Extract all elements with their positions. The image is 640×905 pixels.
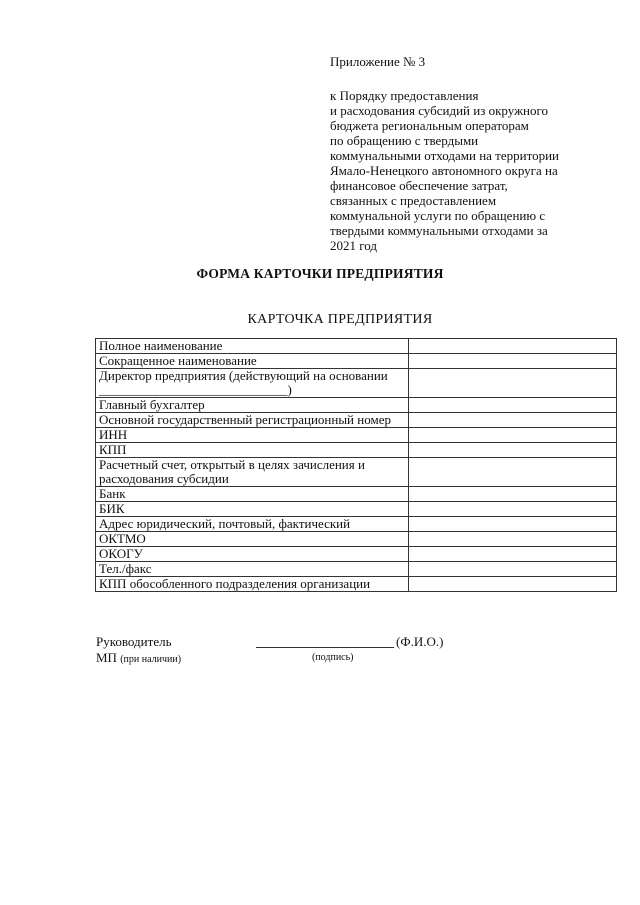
fio-label: (Ф.И.О.): [396, 634, 444, 649]
row-value-bank[interactable]: [409, 487, 617, 502]
stamp-row: [96, 650, 576, 666]
table-row: [96, 398, 617, 413]
table-row: [96, 458, 617, 487]
mp-label: МП: [96, 650, 117, 665]
table-row: [96, 517, 617, 532]
row-value-chief-accountant[interactable]: [409, 398, 617, 413]
row-value-oktmo[interactable]: [409, 532, 617, 547]
signature-block: [96, 634, 576, 666]
row-label-inn: ИНН: [96, 428, 409, 443]
table-row: [96, 443, 617, 458]
annex-line: бюджета региональным операторам: [330, 118, 529, 133]
table-row: [96, 413, 617, 428]
table-row: [96, 354, 617, 369]
annex-line: и расходования субсидий из окружного: [330, 103, 549, 118]
annex-line: Ямало-Ненецкого автономного округа на: [330, 163, 558, 178]
row-label-branch-kpp: КПП обособленного подразделения организации: [96, 577, 409, 592]
stamp-label: [96, 650, 181, 666]
row-value-short-name[interactable]: [409, 354, 617, 369]
company-card-table: [95, 338, 617, 592]
row-label-full-name: Полное наименование: [96, 339, 409, 354]
row-value-phone-fax[interactable]: [409, 562, 617, 577]
annex-line: коммунальной услуги по обращению с: [330, 208, 546, 223]
row-label-oktmo: ОКТМО: [96, 532, 409, 547]
table-row: [96, 487, 617, 502]
row-value-kpp[interactable]: [409, 443, 617, 458]
row-value-okogu[interactable]: [409, 547, 617, 562]
table-row: [96, 369, 617, 398]
row-value-branch-kpp[interactable]: [409, 577, 617, 592]
annex-line: 2021 год: [330, 238, 377, 253]
annex-line: связанных с предоставлением: [330, 193, 497, 208]
annex-line: к Порядку предоставления: [330, 88, 479, 103]
table-row: [96, 502, 617, 517]
table-row: [96, 562, 617, 577]
row-value-director[interactable]: [409, 369, 617, 398]
row-label-account: Расчетный счет, открытый в целях зачисления и расходования субсидии: [96, 458, 409, 487]
row-value-full-name[interactable]: [409, 339, 617, 354]
annex-number: Приложение № 3: [330, 54, 426, 69]
row-label-short-name: Сокращенное наименование: [96, 354, 409, 369]
table-row: [96, 428, 617, 443]
row-label-chief-accountant: Главный бухгалтер: [96, 398, 409, 413]
table-row: [96, 547, 617, 562]
form-title: ФОРМА КАРТОЧКИ ПРЕДПРИЯТИЯ: [196, 266, 444, 281]
row-value-inn[interactable]: [409, 428, 617, 443]
signature-line[interactable]: [256, 647, 394, 648]
annex-line: коммунальными отходами на территории: [330, 148, 560, 163]
table-row: [96, 577, 617, 592]
signature-row: [96, 634, 576, 650]
annex-line: финансовое обеспечение затрат,: [330, 178, 508, 193]
row-label-bik: БИК: [96, 502, 409, 517]
table-row: [96, 532, 617, 547]
head-label: Руководитель: [96, 634, 172, 649]
row-label-bank: Банк: [96, 487, 409, 502]
card-title: КАРТОЧКА ПРЕДПРИЯТИЯ: [247, 312, 433, 327]
annex-line: по обращению с твердыми: [330, 133, 479, 148]
row-label-phone-fax: Тел./факс: [96, 562, 409, 577]
row-label-address: Адрес юридический, почтовый, фактический: [96, 517, 409, 532]
annex-header: [330, 54, 630, 253]
signature-note: (подпись): [312, 652, 354, 663]
row-value-ogrn[interactable]: [409, 413, 617, 428]
row-value-bik[interactable]: [409, 502, 617, 517]
row-label-director: Директор предприятия (действующий на основании _____________________________): [96, 369, 409, 398]
row-value-account[interactable]: [409, 458, 617, 487]
row-label-ogrn: Основной государственный регистрационный номер: [96, 413, 409, 428]
mp-note: (при наличии): [120, 654, 182, 665]
annex-line: твердыми коммунальными отходами за: [330, 223, 548, 238]
row-label-okogu: ОКОГУ: [96, 547, 409, 562]
table-row: [96, 339, 617, 354]
row-label-kpp: КПП: [96, 443, 409, 458]
row-value-address[interactable]: [409, 517, 617, 532]
